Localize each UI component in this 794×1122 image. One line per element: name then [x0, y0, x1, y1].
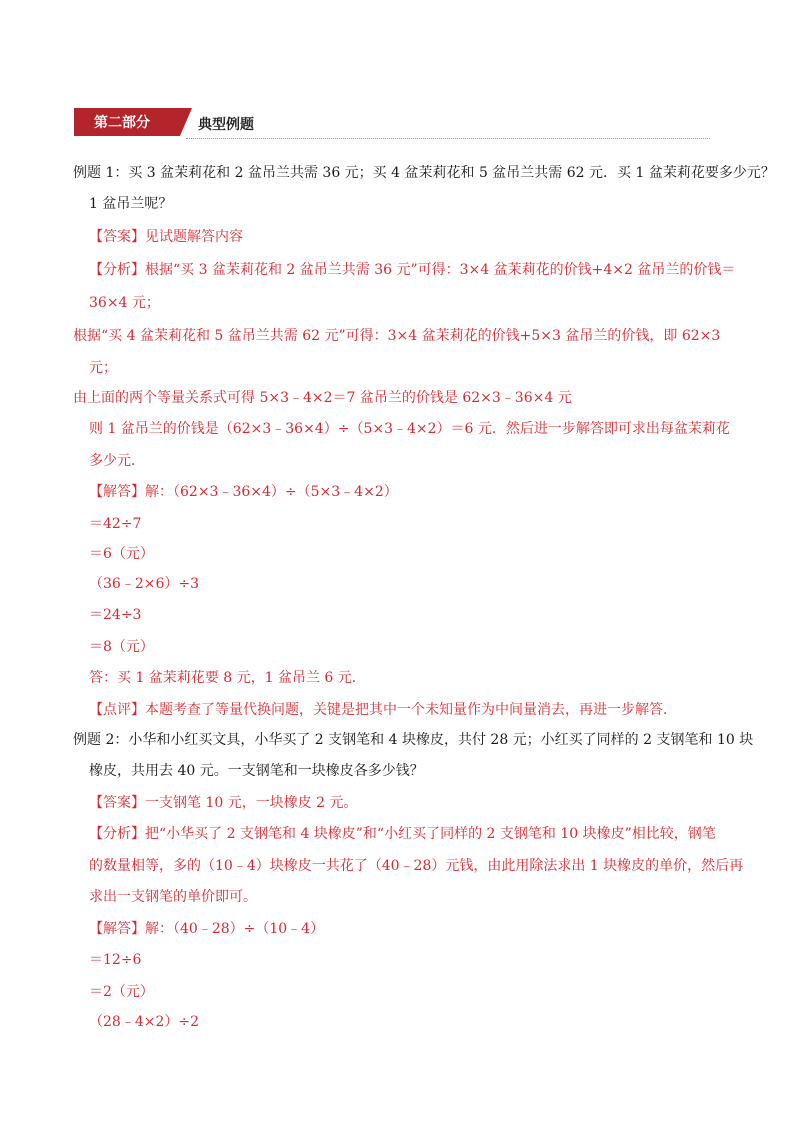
example-2-answer: 【答案】一支钢笔 10 元，一块橡皮 2 元。 [89, 795, 358, 811]
example-1-solution-step: （36﹣2×6）÷3 [89, 576, 199, 592]
example-1-analysis: 【分析】根据“买 3 盆茉莉花和 2 盆吊兰共需 36 元”可得：3×4 盆茉莉花的价钱+4×2 盆吊兰的价钱＝ [89, 262, 736, 278]
section-tab-label: 第二部分 [74, 108, 180, 136]
example-1-solution-step: ＝42÷7 [89, 516, 142, 532]
example-1-analysis-line: 多少元． [89, 453, 145, 469]
document-body [73, 158, 775, 1037]
example-1-solution-step: ＝24÷3 [89, 607, 142, 623]
example-2-question: 例题 2：小华和小红买文具，小华买了 2 支钢笔和 4 块橡皮，共付 28 元；小红买了同样的 2 支钢笔和 10 块 [73, 732, 754, 748]
example-2-analysis-line: 求出一支钢笔的单价即可。 [89, 889, 257, 905]
example-1-question: 例题 1：买 3 盆茉莉花和 2 盆吊兰共需 36 元；买 4 盆茉莉花和 5 盆吊兰共需 62 元．买 1 盆茉莉花要多少元？ [73, 165, 775, 181]
example-2-question-cont: 橡皮，共用去 40 元。一支钢笔和一块橡皮各多少钱？ [89, 763, 424, 779]
section-divider [186, 138, 710, 139]
section-title: 典型例题 [198, 117, 254, 133]
example-1-analysis-line: 36×4 元； [89, 295, 160, 311]
example-1-question-cont: 1 盆吊兰呢？ [89, 196, 173, 212]
example-2-solution-step: （28﹣4×2）÷2 [89, 1014, 199, 1030]
example-2-analysis: 【分析】把“小华买了 2 支钢笔和 4 块橡皮”和“小红买了同样的 2 支钢笔和 10 块橡皮”相比较，钢笔 [89, 826, 716, 842]
example-1-comment: 【点评】本题考查了等量代换问题，关键是把其中一个未知量作为中间量消去，再进一步解答． [89, 702, 677, 718]
example-1-solution: 【解答】解：（62×3﹣36×4）÷（5×3﹣4×2） [89, 484, 398, 500]
example-1-analysis-line: 根据“买 4 盆茉莉花和 5 盆吊兰共需 62 元”可得：3×4 盆茉莉花的价钱+5×3 盆吊兰的价钱，即 62×3 [73, 328, 721, 344]
example-2-analysis-line: 的数量相等，多的（10﹣4）块橡皮一共花了（40﹣28）元钱，由此用除法求出 1 块橡皮的单价，然后再 [89, 858, 744, 874]
example-1-answer: 【答案】见试题解答内容 [89, 229, 243, 245]
example-1-analysis-line: 元； [89, 360, 117, 376]
example-2-solution-step: ＝12÷6 [89, 952, 142, 968]
example-1-solution-step: ＝6（元） [89, 546, 154, 562]
example-1-analysis-line: 由上面的两个等量关系式可得 5×3﹣4×2＝7 盆吊兰的价钱是 62×3﹣36×4 元 [73, 390, 572, 406]
section-header [74, 108, 710, 140]
example-1-conclusion: 答：买 1 盆茉莉花要 8 元，1 盆吊兰 6 元． [89, 670, 366, 686]
example-2-solution-step: ＝2（元） [89, 984, 154, 1000]
example-2-solution: 【解答】解：（40﹣28）÷（10﹣4） [89, 921, 325, 937]
example-1-solution-step: ＝8（元） [89, 639, 154, 655]
example-1-analysis-line: 则 1 盆吊兰的价钱是（62×3﹣36×4）÷（5×3﹣4×2）＝6 元．然后进一步解答即可求出每盆茉莉花 [89, 421, 730, 437]
